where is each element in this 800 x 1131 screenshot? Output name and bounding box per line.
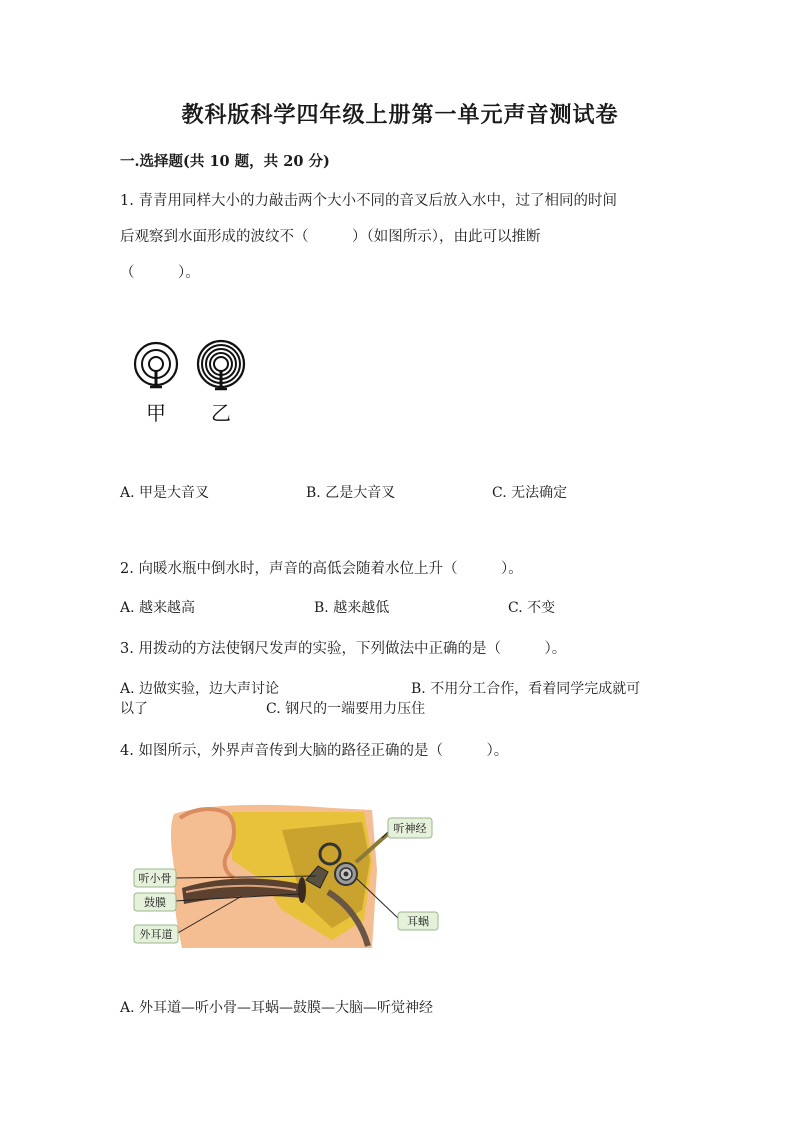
q1-line3: （ ）。 [120,265,200,281]
q1-option-a: A. 甲是大音叉 [120,485,210,501]
fig-label-jia: 甲 [146,401,166,425]
q3-option-c: C. 钢尺的一端要用力压住 [266,701,426,717]
q3-option-b: B. 不用分工合作，看着同学完成就可 [411,681,641,697]
q2-option-a: A. 越来越高 [120,600,196,616]
q2-option-b: B. 越来越低 [314,600,390,616]
q4-text: 4. 如图所示，外界声音传到大脑的路径正确的是（ ）。 [120,743,509,759]
label-nerve: 听神经 [393,822,427,835]
ripple-yi-icon [198,341,244,389]
page-title: 教科版科学四年级上册第一单元声音测试卷 [181,102,619,128]
fig-label-yi: 乙 [211,401,231,425]
tuning-fork-ripples-figure [126,336,256,432]
ripple-jia-icon [135,343,177,387]
q1-option-c: C. 无法确定 [492,485,568,501]
q3-option-b-continued: 以了 [120,701,148,717]
q1-option-b: B. 乙是大音叉 [306,485,396,501]
label-ossicle: 听小骨 [138,872,172,885]
cochlea-center [344,872,349,877]
label-eardrum: 鼓膜 [144,896,166,909]
section-heading: 一.选择题(共 10 题，共 20 分) [120,153,330,170]
label-cochlea: 耳蜗 [407,915,429,928]
ear-anatomy-figure [132,800,452,948]
eardrum-shape [298,877,306,903]
label-canal: 外耳道 [139,928,173,941]
q1-line2: 后观察到水面形成的波纹不（ ）（如图所示），由此可以推断 [120,229,541,245]
q3-text: 3. 用拨动的方法使钢尺发声的实验，下列做法中正确的是（ ）。 [120,641,567,657]
q1-line1: 1. 青青用同样大小的力敲击两个大小不同的音叉后放入水中，过了相同的时间 [120,193,617,209]
q3-option-a: A. 边做实验，边大声讨论 [120,681,280,697]
q2-text: 2. 向暖水瓶中倒水时，声音的高低会随着水位上升（ ）。 [120,561,523,577]
q4-option-a: A. 外耳道—听小骨—耳蜗—鼓膜—大脑—听觉神经 [120,1000,434,1016]
q2-option-c: C. 不变 [508,600,556,616]
